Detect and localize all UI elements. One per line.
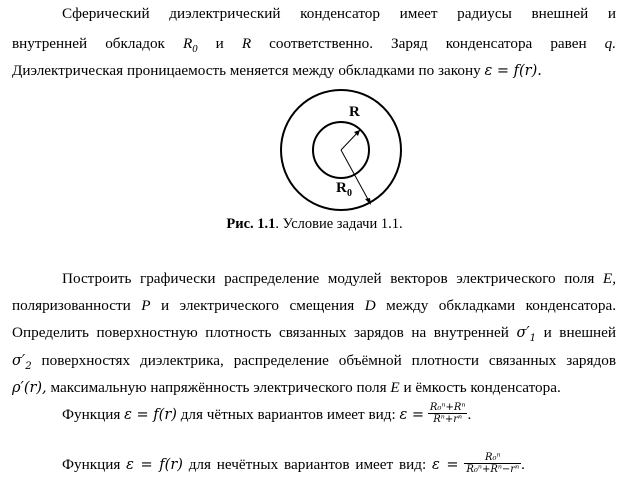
paragraph2-line2-text-b: и электрического смещения	[160, 297, 355, 314]
symbol-R0: $R_0$	[182, 35, 198, 56]
paragraph1-line2	[12, 34, 616, 54]
function-even-line	[62, 402, 616, 426]
function-odd-period: .	[521, 456, 525, 473]
function-odd-line	[62, 452, 616, 476]
function-odd-label: Функция	[62, 456, 121, 473]
symbol-sigma2-prime: $\sigma'_2$	[12, 353, 32, 372]
paragraph2-line3-text-b: и внешней	[543, 324, 617, 341]
paragraph2-line5-text-a: максимальную напряжённость электрического поля	[50, 379, 387, 396]
paragraph1-line1	[62, 4, 616, 24]
function-even-eps: ε =	[399, 407, 425, 423]
paragraph2-line2-text-c: между обкладками конденсатора.	[386, 297, 616, 314]
paragraph2-line4-text: поверхностях диэлектрика, распределение объёмной плотности связанных зарядов	[41, 352, 617, 369]
paragraph2-line4	[12, 351, 616, 371]
function-odd-fraction	[464, 452, 521, 475]
paragraph2-line1-text: Построить графически распределение модулей векторов электрического поля	[62, 270, 595, 287]
symbol-E-max: E	[390, 379, 400, 396]
symbol-P: P	[141, 297, 151, 314]
function-even-numerator: R₀ⁿ+Rⁿ	[429, 402, 466, 414]
paragraph2-line2	[12, 296, 616, 316]
paragraph2-line5	[12, 378, 616, 398]
function-even-text: для чётных вариантов имеет вид:	[180, 406, 396, 423]
function-odd-eps: ε =	[432, 457, 459, 473]
caption-text: . Условие задачи 1.1.	[275, 216, 403, 232]
function-even-label: Функция	[62, 406, 121, 423]
symbol-D: D	[364, 297, 376, 314]
function-odd-denominator: R₀ⁿ+Rⁿ−rⁿ	[466, 464, 520, 476]
paragraph1-line1-text: Сферический диэлектрический конденсатор имеет радиусы внешней и	[62, 5, 616, 22]
function-even-formula: ε = f(r)	[124, 407, 177, 423]
label-R0: R	[336, 180, 347, 196]
paragraph1-line3-text: Диэлектрическая проницаемость меняется между обкладками по закону	[12, 62, 481, 79]
symbol-sigma1-prime: $\sigma'_1$	[516, 325, 537, 344]
figure-caption	[0, 215, 629, 233]
paragraph2-line3-text-a: Определить поверхностную плотность связанных зарядов на внутренней	[12, 324, 509, 341]
paragraph1-line2-text-b: и	[215, 35, 224, 52]
symbol-q: q.	[604, 35, 617, 52]
function-even-period: .	[467, 406, 472, 423]
paragraph2-line1	[62, 269, 616, 289]
paragraph2-line2-text-a: поляризованности	[12, 297, 131, 314]
symbol-R: R	[241, 35, 252, 52]
function-even-denominator: Rⁿ+rⁿ	[433, 414, 463, 426]
label-R: R	[349, 104, 360, 120]
capacitor-figure	[270, 88, 412, 212]
paragraph2-line5-text-b: и ёмкость конденсатора.	[403, 379, 561, 396]
label-R0-subscript: 0	[347, 188, 352, 199]
symbol-rho-prime: ρ′(r),	[12, 380, 47, 396]
function-even-fraction	[428, 402, 468, 425]
paragraph1-line2-text-c: соответственно. Заряд конденсатора равен	[269, 35, 587, 52]
caption-figure-number: Рис. 1.1	[226, 216, 276, 232]
function-odd-formula: ε = f(r)	[126, 457, 183, 473]
function-odd-numerator: R₀ⁿ	[464, 452, 521, 464]
paragraph2-line3	[12, 323, 616, 343]
paragraph1-line2-text-a: внутренней обкладок	[12, 35, 165, 52]
function-odd-text: для нечётных вариантов имеет вид:	[188, 456, 427, 473]
symbol-E: E,	[602, 270, 616, 287]
paragraph1-line3	[12, 61, 616, 81]
formula-eps-f-r: ε = f(r).	[484, 63, 542, 79]
